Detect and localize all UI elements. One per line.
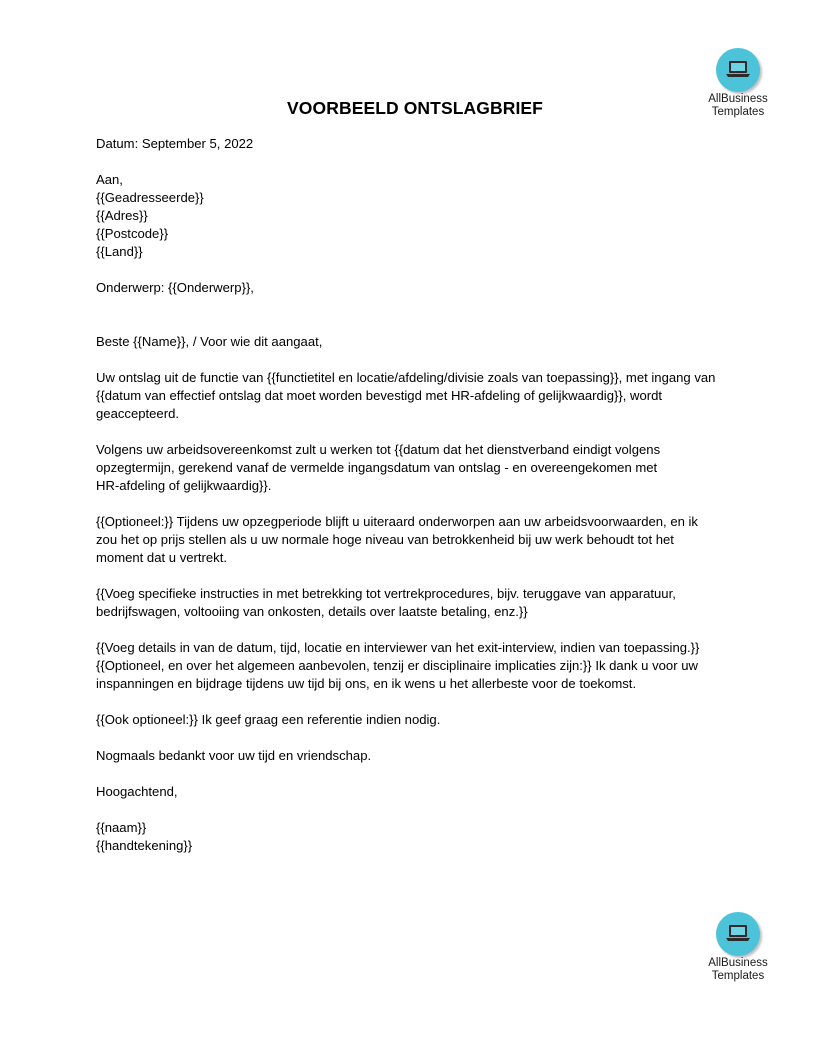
address-line: {{Geadresseerde}} bbox=[96, 190, 204, 205]
signature-field: {{handtekening}} bbox=[96, 838, 193, 853]
address-line: Aan, bbox=[96, 172, 123, 187]
paragraph-line: {{Optioneel, en over het algemeen aanbevolen, tenzij er disciplinaire implicaties zijn:}} Ik dank u voor uw bbox=[96, 658, 698, 673]
address-line: {{Postcode}} bbox=[96, 226, 169, 241]
subject-line: Onderwerp: {{Onderwerp}}, bbox=[96, 280, 254, 295]
logo-line-2: Templates bbox=[711, 106, 765, 118]
logo-circle bbox=[716, 912, 760, 956]
paragraph-line: {{Optioneel:}} Tijdens uw opzegperiode blijft u uiteraard onderworpen aan uw arbeidsvoorwaarden, en ik bbox=[96, 514, 698, 529]
paragraph-line: opzegtermijn, gerekend vanaf de vermelde ingangsdatum van ontslag - en overeengekomen met bbox=[96, 460, 658, 475]
laptop-icon bbox=[725, 923, 751, 943]
logo-circle bbox=[716, 48, 760, 92]
logo-text bbox=[693, 957, 783, 983]
paragraph-line: {{Voeg details in van de datum, tijd, locatie en interviewer van het exit-interview, indien van toepassing.}} bbox=[96, 640, 700, 655]
paragraph-line: {{Voeg specifieke instructies in met betrekking tot vertrekprocedures, bijv. teruggave van apparatuur, bbox=[96, 586, 676, 601]
paragraph-line: geaccepteerd. bbox=[96, 406, 179, 421]
logo-line-1: AllBusiness bbox=[708, 93, 768, 105]
paragraph-line: zou het op prijs stellen als u uw normale hoge niveau van betrokkenheid bij uw werk behoudt tot het bbox=[96, 532, 674, 547]
signature-name: {{naam}} bbox=[96, 820, 147, 835]
paragraph-line: {{Ook optioneel:}} Ik geef graag een referentie indien nodig. bbox=[96, 712, 441, 727]
paragraph-line: {{datum van effectief ontslag dat moet worden bevestigd met HR-afdeling of gelijkwaardig}}, wordt bbox=[96, 388, 663, 403]
letter-body bbox=[96, 135, 756, 855]
laptop-icon bbox=[725, 59, 751, 79]
paragraph-line: inspanningen en bijdrage tijdens uw tijd bij ons, en ik wens u het allerbeste voor de toekomst. bbox=[96, 676, 637, 691]
salutation: Beste {{Name}}, / Voor wie dit aangaat, bbox=[96, 334, 323, 349]
paragraph-line: bedrijfswagen, voltooiing van onkosten, details over laatste betaling, enz.}} bbox=[96, 604, 528, 619]
paragraph-line: Uw ontslag uit de functie van {{functietitel en locatie/afdeling/divisie zoals van toepassing}}, met ingang van bbox=[96, 370, 716, 385]
paragraph-line: Volgens uw arbeidsovereenkomst zult u werken tot {{datum dat het dienstverband eindigt volgens bbox=[96, 442, 661, 457]
logo-line-1: AllBusiness bbox=[708, 957, 768, 969]
paragraph-line: HR-afdeling of gelijkwaardig}}. bbox=[96, 478, 272, 493]
paragraph-line: moment dat u vertrekt. bbox=[96, 550, 227, 565]
logo-line-2: Templates bbox=[711, 970, 765, 982]
allbusiness-logo-bottom bbox=[693, 912, 783, 983]
paragraph-line: Nogmaals bedankt voor uw tijd en vriendschap. bbox=[96, 748, 372, 763]
address-line: {{Adres}} bbox=[96, 208, 148, 223]
document-title: VOORBEELD ONTSLAGBRIEF bbox=[287, 98, 543, 118]
closing: Hoogachtend, bbox=[96, 784, 178, 799]
address-line: {{Land}} bbox=[96, 244, 143, 259]
date-line: Datum: September 5, 2022 bbox=[96, 136, 254, 151]
